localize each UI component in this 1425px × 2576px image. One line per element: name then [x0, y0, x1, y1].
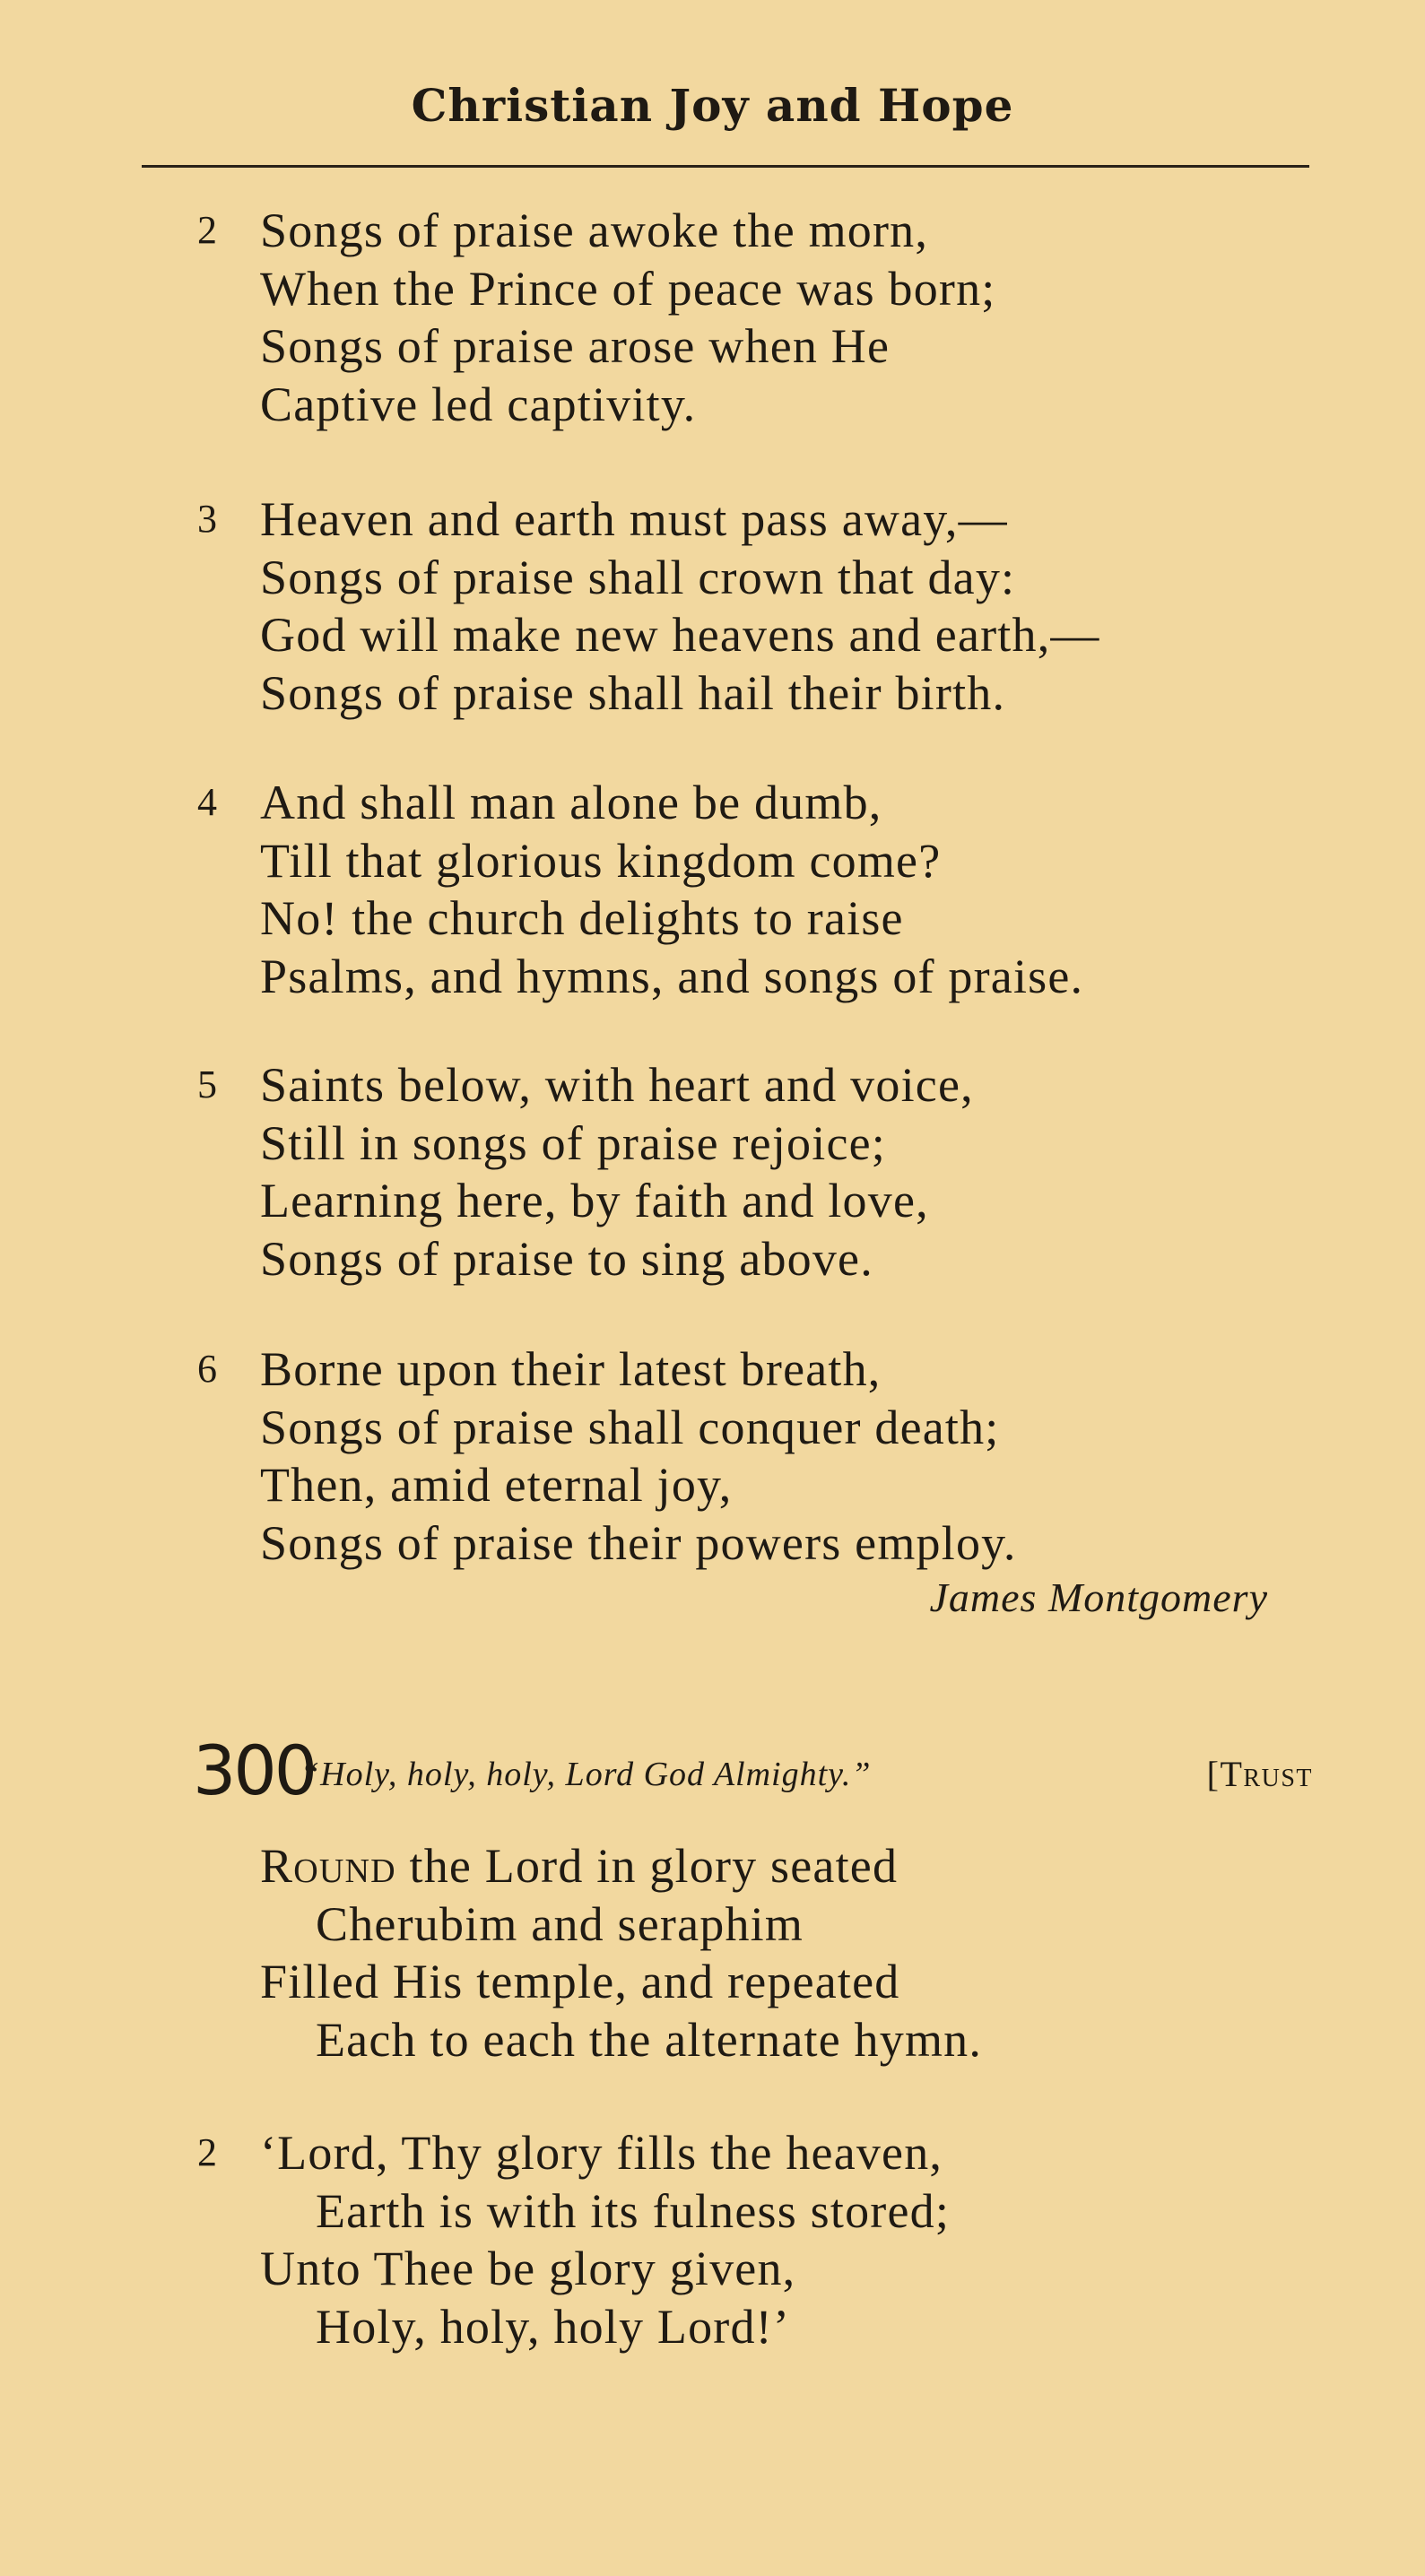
- verse-text: the Lord in glory seated: [395, 1839, 899, 1893]
- verse-text: Borne upon their latest breath,: [260, 1342, 882, 1396]
- author-attribution: James Montgomery: [929, 1574, 1268, 1620]
- verse-text: Saints below, with heart and voice,: [260, 1058, 974, 1112]
- verse-line: Learning here, by faith and love,: [260, 1174, 929, 1227]
- verse-line: [197, 1340, 1017, 1399]
- verse-text: ‘Lord, Thy glory fills the heaven,: [260, 2126, 943, 2180]
- stanza-1: [197, 1837, 982, 2069]
- verse-line: Songs of praise arose when He: [260, 319, 891, 373]
- verse-line: Till that glorious kingdom come?: [260, 833, 942, 888]
- running-header: Christian Joy and Hope: [411, 79, 1014, 132]
- verse-line: [197, 202, 995, 260]
- verse-line: When the Prince of peace was born;: [260, 261, 996, 316]
- initial-word: Round: [260, 1839, 396, 1893]
- verse-text: And shall man alone be dumb,: [260, 776, 882, 829]
- verse-line: No! the church delights to raise: [260, 891, 904, 945]
- verse-line: [197, 2124, 950, 2182]
- verse-line: [197, 490, 1100, 549]
- verse-text: Heaven and earth must pass away,—: [260, 492, 1008, 546]
- stanza-number: 4: [197, 780, 219, 824]
- verse-line: Songs of praise their powers employ.: [260, 1515, 1017, 1570]
- stanza-number: 2: [197, 208, 219, 252]
- verse-line: Captive led captivity.: [260, 377, 697, 431]
- verse-line: [197, 774, 1083, 832]
- stanza-number: 3: [197, 497, 219, 541]
- verse-line: Holy, holy, holy Lord!’: [316, 2299, 791, 2354]
- verse-line: [197, 1837, 982, 1895]
- verse-line: Songs of praise shall conquer death;: [260, 1400, 1000, 1454]
- verse-text: Songs of praise awoke the morn,: [260, 204, 929, 257]
- stanza-3: [197, 490, 1100, 722]
- verse-line: God will make new heavens and earth,—: [260, 608, 1100, 662]
- stanza-4: [197, 774, 1083, 1005]
- verse-line: Songs of praise shall hail their birth.: [260, 665, 1006, 720]
- stanza-number: 6: [197, 1347, 219, 1391]
- stanza-2: [197, 2124, 950, 2355]
- verse-line: Earth is with its fulness stored;: [316, 2183, 951, 2238]
- stanza-5: [197, 1056, 974, 1288]
- verse-line: Each to each the alternate hymn.: [316, 2012, 983, 2067]
- verse-line: [197, 1056, 974, 1115]
- verse-line: Songs of praise shall crown that day:: [260, 550, 1016, 604]
- header-rule: [142, 165, 1309, 168]
- verse-line: Then, amid eternal joy,: [260, 1458, 733, 1512]
- stanza-number: 2: [197, 2130, 219, 2174]
- stanza-2: [197, 202, 995, 433]
- verse-line: Cherubim and seraphim: [316, 1896, 804, 1951]
- verse-line: Songs of praise to sing above.: [260, 1231, 873, 1286]
- verse-line: Unto Thee be glory given,: [260, 2242, 796, 2295]
- tune-name: [Trust: [1206, 1754, 1313, 1794]
- hymn-heading: [0, 1730, 1425, 1810]
- verse-line: Psalms, and hymns, and songs of praise.: [260, 949, 1084, 1003]
- hymn-first-line: “Holy, holy, holy, Lord God Almighty.”: [300, 1756, 872, 1793]
- hymn-number: 300: [193, 1730, 316, 1810]
- verse-line: Filled His temple, and repeated: [260, 1955, 900, 2008]
- stanza-number: 5: [197, 1062, 219, 1106]
- verse-line: Still in songs of praise rejoice;: [260, 1115, 886, 1170]
- stanza-6: [197, 1340, 1017, 1572]
